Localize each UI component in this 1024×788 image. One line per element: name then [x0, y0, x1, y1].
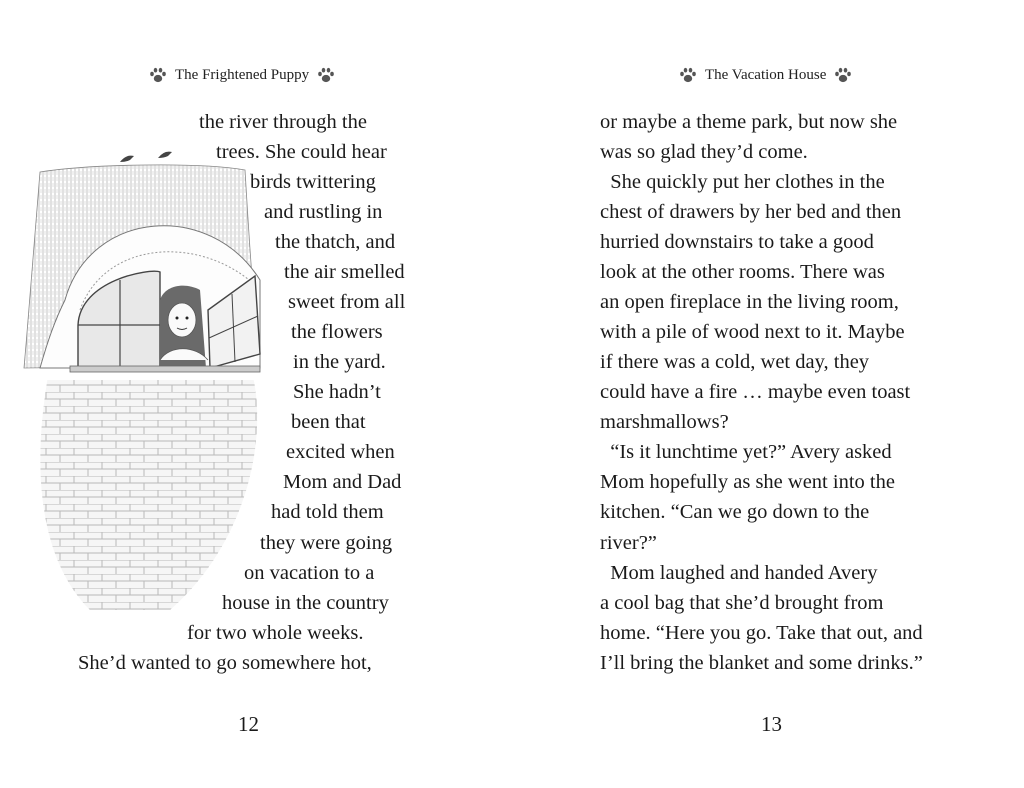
right-page	[512, 0, 1024, 788]
page-number: 12	[238, 712, 259, 736]
text-line: kitchen. “Can we go down to the	[600, 501, 870, 523]
paw-print-icon	[678, 66, 698, 84]
text-line: She hadn’t	[293, 381, 381, 403]
text-line: I’ll bring the blanket and some drinks.”	[600, 652, 923, 674]
text-line: birds twittering	[250, 171, 376, 193]
text-line: chest of drawers by her bed and then	[600, 201, 902, 223]
text-line: with a pile of wood next to it. Maybe	[600, 321, 905, 343]
text-line: look at the other rooms. There was	[600, 261, 885, 283]
running-head-right	[678, 64, 853, 86]
text-line: or maybe a theme park, but now she	[600, 111, 898, 133]
text-line: in the yard.	[293, 351, 386, 373]
paw-print-icon	[148, 66, 168, 84]
text-line: the river through the	[199, 111, 367, 133]
text-line: if there was a cold, wet day, they	[600, 351, 870, 373]
text-line: She quickly put her clothes in the	[600, 171, 885, 193]
text-line: an open fireplace in the living room,	[600, 291, 899, 313]
running-head-title: The Frightened Puppy	[175, 66, 310, 83]
text-line: “Is it lunchtime yet?” Avery asked	[600, 441, 892, 463]
text-line: hurried downstairs to take a good	[600, 231, 874, 253]
text-line: home. “Here you go. Take that out, and	[600, 622, 923, 644]
text-line: sweet from all	[288, 291, 406, 313]
text-line: the air smelled	[284, 261, 405, 283]
text-line: been that	[291, 411, 366, 433]
text-line: house in the country	[222, 592, 389, 614]
text-line: was so glad they’d come.	[600, 141, 808, 163]
running-head-title: The Vacation House	[705, 66, 827, 83]
text-line: She’d wanted to go somewhere hot,	[78, 652, 372, 674]
text-line: had told them	[271, 501, 384, 523]
text-line: a cool bag that she’d brought from	[600, 592, 884, 614]
page-number: 13	[761, 712, 782, 736]
text-line: river?”	[600, 532, 657, 554]
cottage-window-illustration	[10, 140, 280, 620]
running-head-left	[148, 64, 336, 86]
text-line: Mom hopefully as she went into the	[600, 471, 895, 493]
text-line: could have a fire … maybe even toast	[600, 381, 911, 403]
text-line: Mom and Dad	[283, 471, 402, 493]
paw-print-icon	[833, 66, 853, 84]
text-line: marshmallows?	[600, 411, 729, 433]
text-line: and rustling in	[264, 201, 383, 223]
text-line: they were going	[260, 532, 393, 554]
text-line: for two whole weeks.	[187, 622, 364, 644]
text-line: Mom laughed and handed Avery	[600, 562, 878, 584]
text-line: the flowers	[291, 321, 383, 343]
text-line: on vacation to a	[244, 562, 375, 584]
text-line: the thatch, and	[275, 231, 396, 253]
paw-print-icon	[316, 66, 336, 84]
text-line: excited when	[286, 441, 395, 463]
bird-icon	[120, 152, 172, 162]
text-line: trees. She could hear	[216, 141, 387, 163]
